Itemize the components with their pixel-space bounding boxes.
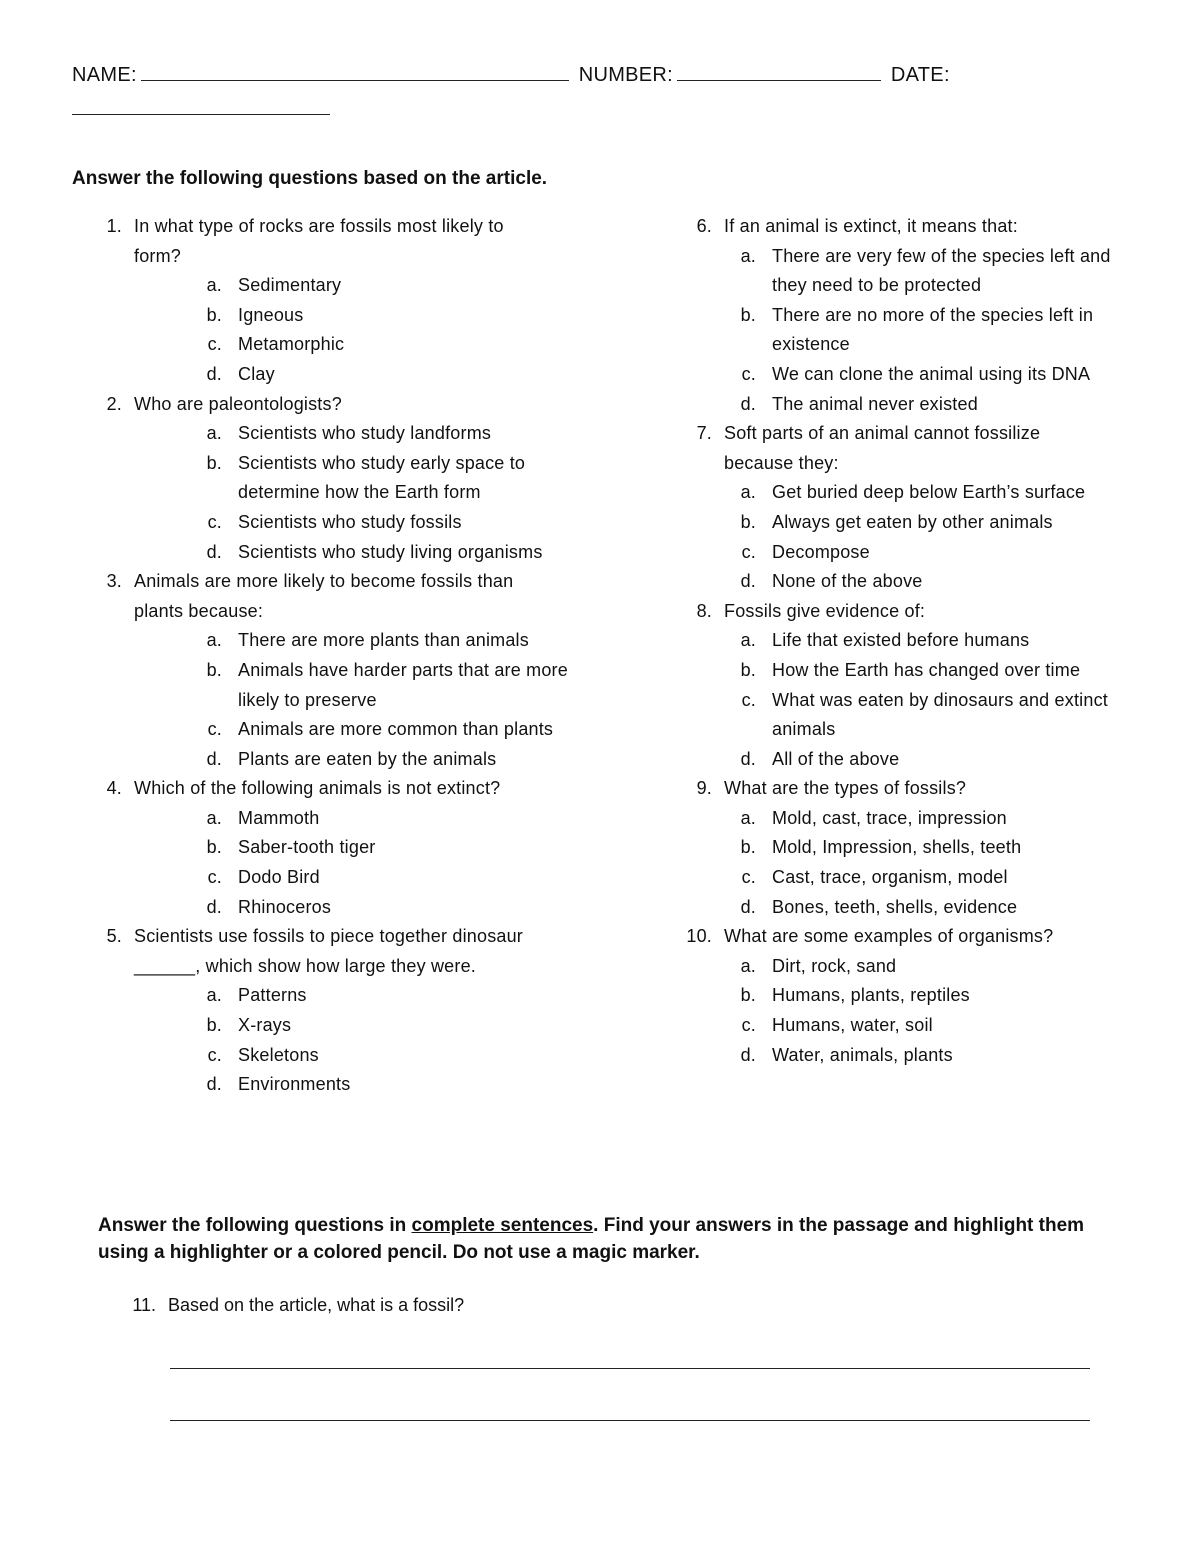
answer-line-1[interactable] xyxy=(170,1368,1090,1369)
question-number: 1. xyxy=(106,216,122,236)
answer-option[interactable] xyxy=(72,449,592,508)
date-label: DATE: xyxy=(890,64,950,86)
question-text: What are the types of fossils? xyxy=(724,778,967,799)
answer-options xyxy=(662,626,1132,774)
answer-option[interactable] xyxy=(72,1041,592,1071)
question-text: Scientists use fossils to piece together dinosaur ______, which show how large they were. xyxy=(134,926,524,976)
option-text: Cast, trace, organism, model xyxy=(772,867,1008,888)
answer-option[interactable] xyxy=(72,656,592,715)
answer-option[interactable] xyxy=(662,893,1132,923)
option-text: We can clone the animal using its DNA xyxy=(772,363,1091,384)
written-instructions-part2: . Find your answers in the passage and highlight them using a highlighter or a colored pencil. Do not use a magic marker. xyxy=(98,1215,1085,1263)
name-field[interactable] xyxy=(141,62,569,81)
answer-option[interactable] xyxy=(662,863,1132,893)
option-text: Mold, cast, trace, impression xyxy=(772,807,1007,828)
answer-option[interactable] xyxy=(662,1011,1132,1041)
option-letter: c. xyxy=(207,1044,222,1065)
option-text: Environments xyxy=(238,1074,351,1095)
option-text: There are more plants than animals xyxy=(238,630,529,651)
question-11 xyxy=(100,1291,464,1320)
date-field[interactable] xyxy=(72,96,330,115)
option-text: Plants are eaten by the animals xyxy=(238,748,497,769)
question-number: 3. xyxy=(106,571,122,592)
header-fields xyxy=(72,60,1132,90)
option-text: Humans, plants, reptiles xyxy=(772,985,970,1006)
option-text: Bones, teeth, shells, evidence xyxy=(772,896,1018,917)
answer-option[interactable] xyxy=(662,656,1132,686)
question-text: In what type of rocks are fossils most likely to form? xyxy=(134,216,504,266)
option-letter: b. xyxy=(206,304,222,325)
option-text: Scientists who study living organisms xyxy=(238,541,543,562)
answer-options xyxy=(72,271,592,389)
option-letter: a. xyxy=(740,482,756,503)
option-letter: b. xyxy=(206,837,222,858)
option-letter: d. xyxy=(740,748,756,769)
option-text: Water, animals, plants xyxy=(772,1044,953,1065)
option-text: Decompose xyxy=(772,541,870,562)
date-field-wrap xyxy=(72,96,334,120)
option-text: Humans, water, soil xyxy=(772,1015,933,1036)
option-letter: d. xyxy=(740,1044,756,1065)
option-text: There are very few of the species left and they need to be protected xyxy=(772,245,1111,296)
question-text: Soft parts of an animal cannot fossilize because they: xyxy=(724,423,1041,473)
option-text: Life that existed before humans xyxy=(772,630,1030,651)
option-letter: b. xyxy=(740,511,756,532)
answer-option[interactable] xyxy=(662,626,1132,656)
question xyxy=(662,774,1132,804)
answer-option[interactable] xyxy=(662,567,1132,597)
answer-option[interactable] xyxy=(72,360,592,390)
question-text: Which of the following animals is not extinct? xyxy=(134,778,501,799)
answer-options xyxy=(662,242,1132,420)
question xyxy=(662,212,1132,242)
answer-options xyxy=(662,952,1132,1070)
answer-option[interactable] xyxy=(72,1070,592,1100)
question xyxy=(72,212,592,271)
option-letter: a. xyxy=(740,807,756,828)
answer-option[interactable] xyxy=(72,419,592,449)
answer-option[interactable] xyxy=(662,360,1132,390)
option-text: Scientists who study landforms xyxy=(238,423,492,444)
answer-option[interactable] xyxy=(72,833,592,863)
option-text: Animals are more common than plants xyxy=(238,719,554,740)
option-letter: a. xyxy=(206,630,222,651)
option-text: Igneous xyxy=(238,304,304,325)
instructions: Answer the following questions based on the article. xyxy=(72,168,548,189)
answer-option[interactable] xyxy=(72,863,592,893)
option-letter: d. xyxy=(206,896,222,917)
question xyxy=(72,774,592,804)
option-text: X-rays xyxy=(238,1015,292,1036)
option-letter: a. xyxy=(206,423,222,444)
answer-option[interactable] xyxy=(662,301,1132,360)
question-text: If an animal is extinct, it means that: xyxy=(724,216,1018,236)
option-letter: c. xyxy=(207,511,222,532)
written-instructions-underlined: complete sentences xyxy=(411,1215,594,1236)
answer-option[interactable] xyxy=(662,745,1132,775)
number-field[interactable] xyxy=(677,62,881,81)
question xyxy=(662,419,1132,478)
option-letter: c. xyxy=(207,334,222,355)
question xyxy=(662,922,1132,952)
option-text: Animals have harder parts that are more likely to preserve xyxy=(238,659,568,710)
name-label: NAME: xyxy=(72,64,137,86)
option-letter: d. xyxy=(206,748,222,769)
answer-option[interactable] xyxy=(662,538,1132,568)
answer-option[interactable] xyxy=(72,508,592,538)
option-letter: d. xyxy=(206,1074,222,1095)
question xyxy=(662,597,1132,627)
option-letter: c. xyxy=(207,867,222,888)
answer-option[interactable] xyxy=(662,1041,1132,1071)
option-text: Mold, Impression, shells, teeth xyxy=(772,837,1022,858)
option-text: There are no more of the species left in existence xyxy=(772,304,1094,355)
question-number: 2. xyxy=(106,393,122,414)
option-letter: a. xyxy=(740,955,756,976)
questions-left-column xyxy=(72,212,592,1100)
option-letter: c. xyxy=(741,541,756,562)
option-letter: a. xyxy=(206,807,222,828)
option-text: None of the above xyxy=(772,571,923,592)
option-letter: a. xyxy=(206,275,222,296)
option-letter: c. xyxy=(741,1015,756,1036)
option-text: Dirt, rock, sand xyxy=(772,955,897,976)
option-letter: d. xyxy=(206,541,222,562)
question-number: 11. xyxy=(132,1295,156,1315)
answer-option[interactable] xyxy=(662,242,1132,301)
option-letter: b. xyxy=(206,452,222,473)
option-letter: b. xyxy=(206,659,222,680)
option-letter: a. xyxy=(740,630,756,651)
option-text: Scientists who study early space to determine how the Earth form xyxy=(238,452,526,503)
question xyxy=(72,567,592,626)
answer-option[interactable] xyxy=(662,508,1132,538)
option-text: Get buried deep below Earth’s surface xyxy=(772,482,1086,503)
answer-option[interactable] xyxy=(72,1011,592,1041)
answer-option[interactable] xyxy=(72,804,592,834)
answer-option[interactable] xyxy=(662,686,1132,745)
option-letter: d. xyxy=(740,896,756,917)
option-text: All of the above xyxy=(772,748,900,769)
option-letter: c. xyxy=(207,719,222,740)
question-text: Based on the article, what is a fossil? xyxy=(168,1295,465,1315)
option-letter: c. xyxy=(741,363,756,384)
option-text: What was eaten by dinosaurs and extinct animals xyxy=(772,689,1108,740)
question-number: 9. xyxy=(696,778,712,799)
answer-option[interactable] xyxy=(662,478,1132,508)
option-letter: b. xyxy=(740,304,756,325)
option-text: How the Earth has changed over time xyxy=(772,659,1081,680)
answer-option[interactable] xyxy=(72,715,592,745)
option-text: Patterns xyxy=(238,985,307,1006)
option-letter: c. xyxy=(741,689,756,710)
option-letter: c. xyxy=(741,867,756,888)
question-text: What are some examples of organisms? xyxy=(724,926,1054,947)
option-text: Scientists who study fossils xyxy=(238,511,462,532)
answer-line-2[interactable] xyxy=(170,1420,1090,1421)
option-letter: a. xyxy=(206,985,222,1006)
answer-options xyxy=(72,981,592,1099)
option-letter: a. xyxy=(740,245,756,266)
question-number: 5. xyxy=(106,926,122,947)
answer-option[interactable] xyxy=(72,745,592,775)
option-text: Skeletons xyxy=(238,1044,319,1065)
answer-option[interactable] xyxy=(662,833,1132,863)
answer-options xyxy=(72,626,592,774)
option-text: Sedimentary xyxy=(238,275,342,296)
option-text: Dodo Bird xyxy=(238,867,320,888)
question xyxy=(72,922,592,981)
answer-option[interactable] xyxy=(72,626,592,656)
answer-options xyxy=(72,419,592,567)
question-text: Fossils give evidence of: xyxy=(724,600,926,621)
written-instructions xyxy=(98,1212,1108,1266)
option-text: Clay xyxy=(238,363,275,384)
answer-option[interactable] xyxy=(662,952,1132,982)
answer-options xyxy=(662,804,1132,922)
answer-option[interactable] xyxy=(72,981,592,1011)
option-text: Mammoth xyxy=(238,807,320,828)
question-number: 4. xyxy=(106,778,122,799)
option-letter: b. xyxy=(740,837,756,858)
questions-right-column xyxy=(662,212,1132,1070)
question-text: Animals are more likely to become fossils than plants because: xyxy=(134,571,514,621)
answer-options xyxy=(662,478,1132,596)
answer-option[interactable] xyxy=(72,893,592,923)
option-letter: b. xyxy=(740,659,756,680)
question xyxy=(72,390,592,420)
written-instructions-part1: Answer the following questions in xyxy=(98,1215,412,1236)
option-letter: d. xyxy=(206,363,222,384)
option-text: The animal never existed xyxy=(772,393,978,414)
answer-option[interactable] xyxy=(72,538,592,568)
answer-option[interactable] xyxy=(662,981,1132,1011)
answer-option[interactable] xyxy=(662,390,1132,420)
question-number: 8. xyxy=(696,600,712,621)
answer-option[interactable] xyxy=(72,330,592,360)
option-letter: b. xyxy=(206,1015,222,1036)
option-text: Metamorphic xyxy=(238,334,345,355)
question-number: 7. xyxy=(696,423,712,444)
answer-options xyxy=(72,804,592,922)
answer-option[interactable] xyxy=(662,804,1132,834)
answer-option[interactable] xyxy=(72,301,592,331)
option-text: Always get eaten by other animals xyxy=(772,511,1053,532)
question-number: 6. xyxy=(696,216,712,236)
option-letter: d. xyxy=(740,571,756,592)
option-text: Saber-tooth tiger xyxy=(238,837,376,858)
number-label: NUMBER: xyxy=(578,64,674,86)
option-letter: b. xyxy=(740,985,756,1006)
question-number: 10. xyxy=(686,926,712,947)
answer-option[interactable] xyxy=(72,271,592,301)
option-text: Rhinoceros xyxy=(238,896,332,917)
option-letter: d. xyxy=(740,393,756,414)
question-text: Who are paleontologists? xyxy=(134,393,342,414)
